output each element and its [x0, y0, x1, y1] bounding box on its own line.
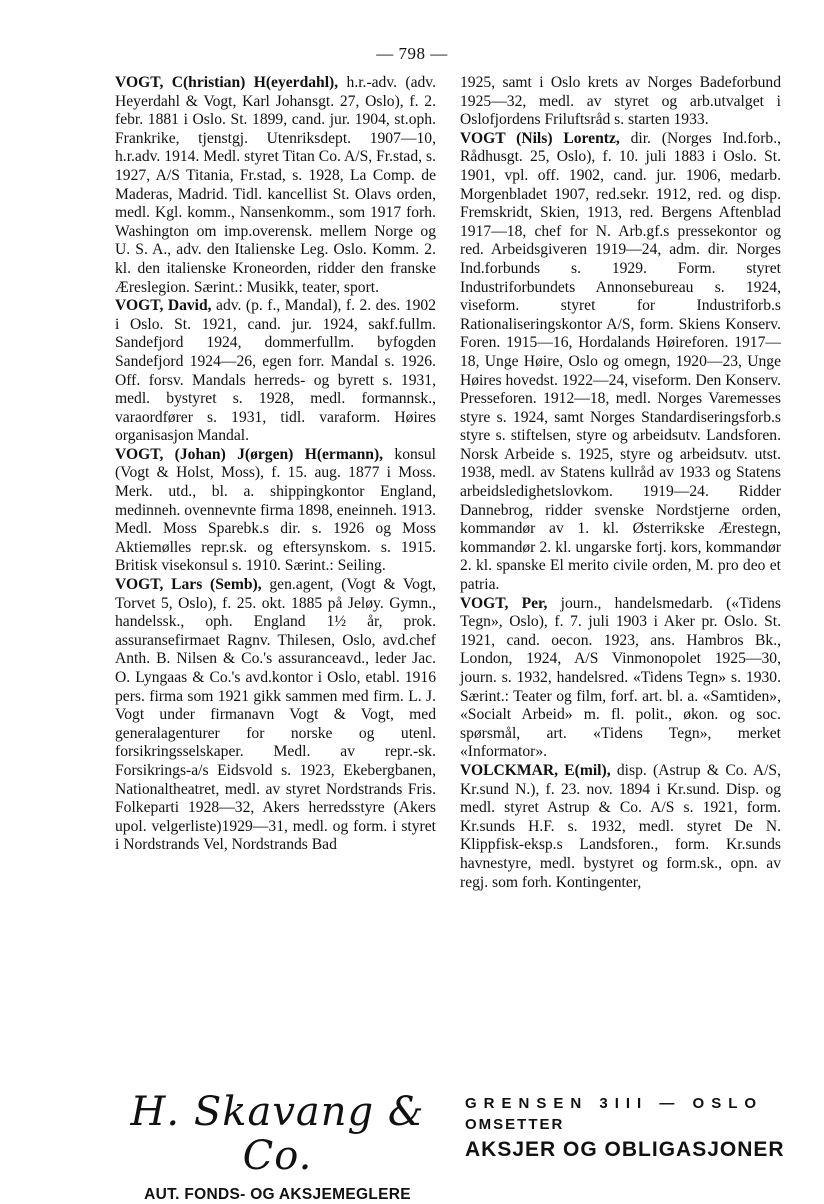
biography-entry [460, 130, 781, 595]
entry-text: journ., handelsmedarb. («Tidens Tegn», Oslo), f. 7. juli 1903 i Aker pr. Oslo. St. 1921, cand. oecon. 1923, ans. Hambros Bk., London, 1924, A/S Vinmonopolet 1925—30, journ. s. 1932, handelsred. «Tidens Tegn» s. 1930. Særint.: Teater og film, forf. art. bl. a. «Samtiden», «Socialt Arbeid» m. fl. polit., økon. og soc. spørsmål, art. «Tidens Tegn», merket «Informator». [460, 594, 781, 761]
advertisement-skavang [115, 1090, 440, 1204]
ad-subtitle: AUT. FONDS- OG AKSJEMEGLERE [144, 1186, 411, 1203]
biography-entry [115, 576, 436, 855]
entry-name: VOGT, Lars (Semb), [115, 576, 262, 594]
ad-brand-logo: H. Skavang & Co. [130, 1089, 425, 1179]
biography-entry [115, 446, 436, 576]
ad-address: GRENSEN 3III — OSLO [465, 1095, 764, 1112]
entry-name: VOGT, Per, [460, 594, 548, 612]
biography-entry [115, 297, 436, 446]
entry-text: adv. (p. f., Mandal), f. 2. des. 1902 i Oslo. St. 1921, cand. jur. 1924, sakf.fullm. Sandefjord 1924, dommerfullm. byfogden Sandefjord 1924—26, egen forr. Mandal s. 1926. Off. forsv. Mandals herreds- og byrett s. 1931, medl. bystyret s. 1928, medl. formannsk., varaordfører s. 1931, tidl. varaform. Høires organisasjon Mandal. [115, 297, 436, 445]
biography-entry [115, 74, 436, 297]
entry-text: disp. (Astrup & Co. A/S, Kr.sund N.), f. 23. nov. 1894 i Kr.sund. Disp. og medl. styret Astrup & Co. A/S s. 1921, form. Kr.sunds H.F. s. 1932, medl. styret De N. Klippfisk-eksp.s Landsforen., form. Kr.sunds havnestyre, medl. bystyret og form.sk., opn. av regj. som forh. Kontingenter, [460, 761, 781, 891]
entry-text: 1925, samt i Oslo krets av Norges Badeforbund 1925—32, medl. av styret og arb.utvalget i Oslofjordens Friluftsråd s. starten 1933. [460, 74, 781, 129]
biography-entry-continued [460, 74, 781, 130]
ad-line-omsetter: OMSETTER [465, 1116, 565, 1133]
biography-entry [460, 595, 781, 762]
entry-text: dir. (Norges Ind.forb., Rådhusgt. 25, Oslo), f. 10. juli 1883 i Oslo. St. 1901, vpl. off. 1902, cand. jur. 1906, medarb. Morgenbladet 1907, red.sekr. 1912, red. og disp. Fremskridt, Skien, 1913, red. Bergens Aftenblad 1917—18, chef for N. Arb.gf.s pressekontor og red. Arbeidsgiveren 1919—24, adm. dir. Norges Ind.forbunds s. 1929. Form. styret Industriforbundets Annonsebureau s. 1924, viseform. styret for Industriforb.s Rationaliseringskontor A/S, form. Skiens Konserv. Foren. 1915—16, Hordalands Høireforen. 1917—18, Unge Høire, Oslo og omegn, 1920—23, Unge Høires hovedst. 1922—24, viseform. Den Konserv. Presseforen. 1912—18, medl. Norges Varemesses styre s. 1924, samt Norges Standardiseringsforb.s styre s. stiftelsen, styre og arbeidsutv. Landsforen. Norsk Arbeide s. 1925, styre og arbeidsutv. utst. 1938, medl. av Statens kullråd av 1933 og Statens arbeidsledighetslovkom. 1919—24. Ridder Dannebrog, ridder svenske Nordstjerne orden, kommandør av 1. kl. Østerrikske Ærestegn, kommandør 2. kl. ungarske fortj. kors, kommandør 2. kl. spanske El merito civile orden, M. pro deo et patria. [460, 129, 781, 594]
entry-name: VOGT, (Johan) J(ørgen) H(ermann), [115, 445, 384, 463]
left-column [115, 74, 436, 855]
entry-name: VOLCKMAR, E(mil), [460, 761, 611, 779]
biography-entry [460, 762, 781, 892]
entry-text: h.r.-adv. (adv. Heyerdahl & Vogt, Karl Johansgt. 27, Oslo), f. 2. febr. 1881 i Oslo. St. 1899, cand. jur. 1904, st.oph. Frankrike, tjenstgj. Utenriksdept. 1907—10, h.r.adv. 1914. Medl. styret Titan Co. A/S, Fr.stad, s. 1927, A/S Titania, Fr.stad, s. 1928, La Comp. de Maderas, Madrid. Tidl. kancellist St. Olavs orden, medl. Kgl. komm., Nansenkomm., som 1917 forh. Washington om imp.overensk. mellem Norge og U. S. A., adv. den Italienske Leg. Oslo. Komm. 2. kl. den italienske Kroneorden, ridder den franske Æreslegion. Særint.: Musikk, teater, sport. [115, 74, 436, 296]
right-column [460, 74, 781, 892]
entry-text: konsul (Vogt & Holst, Moss), f. 15. aug. 1877 i Moss. Merk. utd., bl. a. shippingkontor England, medinneh. ovennevnte firma 1898, eneinneh. 1913. Medl. Moss Sparebk.s dir. s. 1926 og Moss Aktiemølles repr.sk. og eftersynskom. s. 1915. Britisk visekonsul s. 1910. Særint.: Seiling. [115, 445, 436, 575]
entry-name: VOGT, C(hristian) H(eyerdahl), [115, 74, 339, 91]
ad-line-aksjer: AKSJER OG OBLIGASJONER [465, 1138, 785, 1161]
entry-text: gen.agent, (Vogt & Vogt, Torvet 5, Oslo), f. 25. okt. 1885 på Jeløy. Gymn., handelssk., oph. England 1½ år, prok. assuransefirmaet Ragnv. Thilesen, Oslo, avd.chef Anth. B. Nilsen & Co.'s assuranceavd., leder Jac. O. Lyngaas & Co.'s avd.kontor i Oslo, etabl. 1916 pers. firma som 1921 gikk sammen med firm. L. J. Vogt under firmanavn Vogt & Vogt, med generalagenturer for norske og utenl. forsikringsselskaper. Medl. av repr.-sk. Forsikrings-a/s Eidsvold s. 1923, Ekebergbanen, Nationaltheatret, medl. av styret Nordstrands Fris. Folkeparti 1928—32, Akers herredsstyre (Akers upol. velgerliste)1929—31, medl. og form. i styret i Nordstrands Vel, Nordstrands Bad [115, 576, 436, 854]
advertisement-grensen [465, 1094, 785, 1164]
entry-name: VOGT (Nils) Lorentz, [460, 129, 620, 147]
page-number: — 798 — [376, 44, 448, 63]
entry-name: VOGT, David, [115, 297, 212, 315]
